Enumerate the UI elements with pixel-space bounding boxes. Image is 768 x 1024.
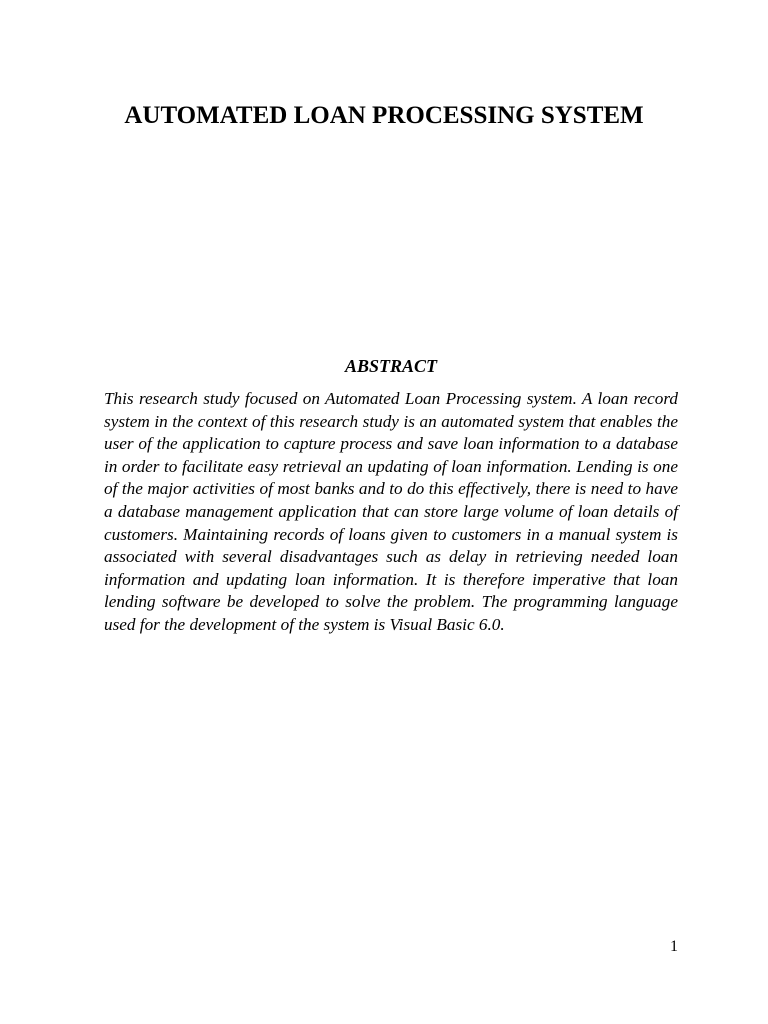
page-number: 1 xyxy=(670,938,678,955)
abstract-heading: ABSTRACT xyxy=(344,356,438,376)
abstract-paragraph: This research study focused on Automated Loan Processing system. A loan record system in the context of this research study is an automated system that enables the user of the application to capture process and save loan information to a database in order to facilitate easy retrieval an updating of loan information. Lending is one of the major activities of most banks and to do this effectively, there is need to have a database management application that can store large volume of loan details of customers. Maintaining records of loans given to customers in a manual system is associated with several disadvantages such as delay in retrieving needed loan information and updating loan information. It is therefore imperative that loan lending software be developed to solve the problem. The programming language used for the development of the system is Visual Basic 6.0. xyxy=(104,389,678,634)
document-title: AUTOMATED LOAN PROCESSING SYSTEM xyxy=(124,102,644,129)
